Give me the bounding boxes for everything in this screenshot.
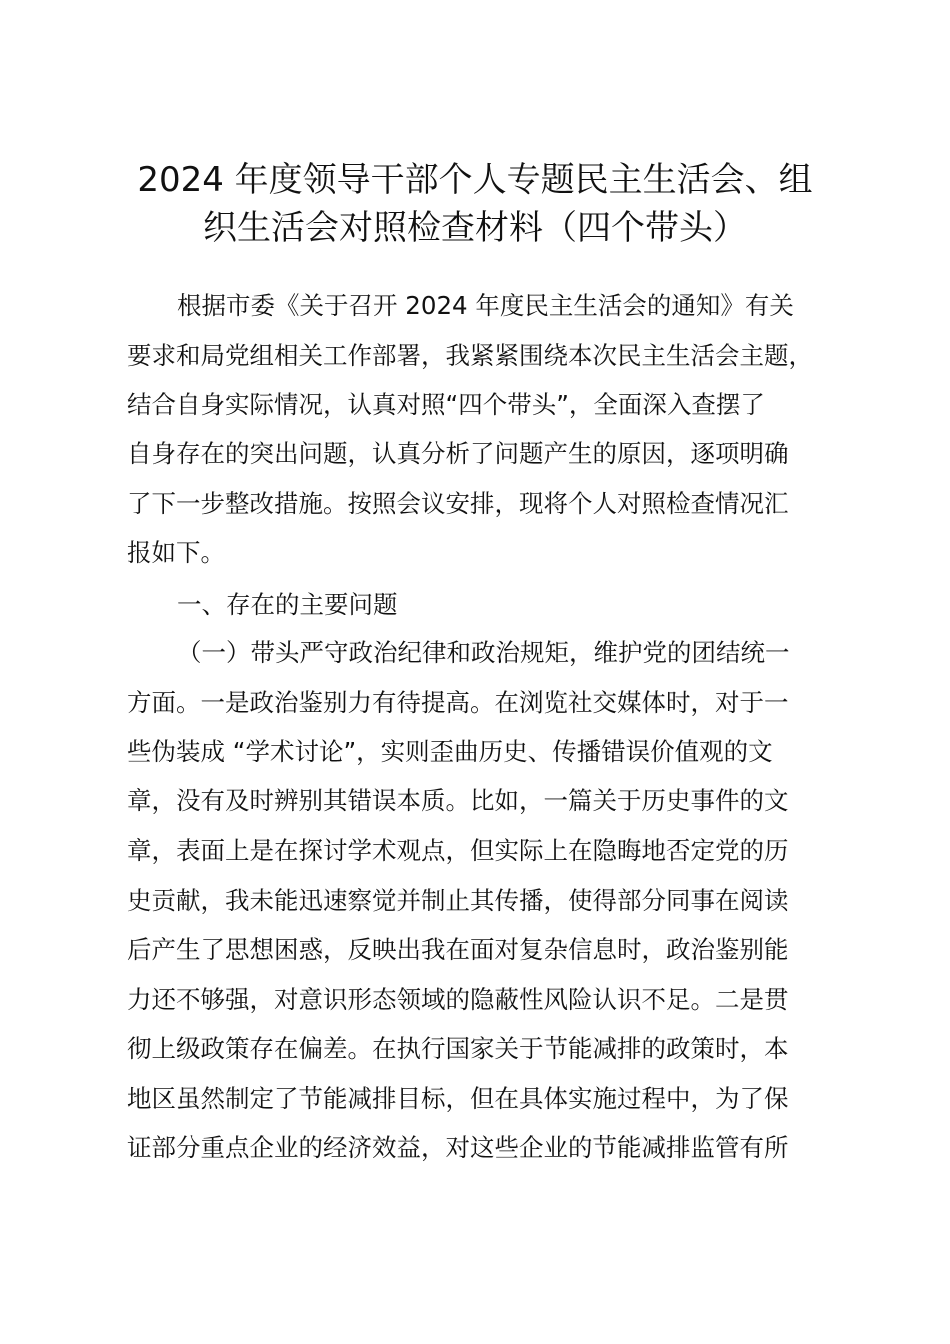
paragraph-line: 地区虽然制定了节能减排目标，但在具体实施过程中，为了保: [127, 1084, 789, 1113]
paragraph-line: 章，表面上是在探讨学术观点，但实际上在隐晦地否定党的历: [127, 836, 789, 865]
paragraph-line: （一）带头严守政治纪律和政治规矩，维护党的团结统一: [177, 638, 790, 667]
paragraph-line: 根据市委《关于召开 2024 年度民主生活会的通知》有关: [177, 291, 794, 320]
paragraph-line: 力还不够强，对意识形态领域的隐蔽性风险认识不足。二是贯: [127, 985, 789, 1014]
paragraph-line: 章，没有及时辨别其错误本质。比如，一篇关于历史事件的文: [127, 786, 789, 815]
section-heading: 一、存在的主要问题: [177, 590, 398, 619]
document-title: [110, 156, 840, 252]
paragraph-line: 些伪装成 “学术讨论”，实则歪曲历史、传播错误价值观的文: [127, 737, 773, 766]
paragraph-line: 报如下。: [127, 538, 225, 567]
paragraph-line: 后产生了思想困惑，反映出我在面对复杂信息时，政治鉴别能: [127, 935, 789, 964]
paragraph-line: 了下一步整改措施。按照会议安排，现将个人对照检查情况汇: [127, 489, 789, 518]
paragraph-line: 要求和局党组相关工作部署，我紧紧围绕本次民主生活会主题，: [127, 341, 813, 370]
paragraph-line: 自身存在的突出问题，认真分析了问题产生的原因，逐项明确: [127, 439, 789, 468]
paragraph-line: 结合自身实际情况，认真对照“四个带头”，全面深入查摆了: [127, 390, 765, 419]
title-line: 织生活会对照检查材料（四个带头）: [203, 208, 747, 248]
paragraph-line: 证部分重点企业的经济效益，对这些企业的节能减排监管有所: [127, 1133, 789, 1162]
paragraph-line: 方面。一是政治鉴别力有待提高。在浏览社交媒体时，对于一: [127, 688, 789, 717]
paragraph-line: 彻上级政策存在偏差。在执行国家关于节能减排的政策时，本: [127, 1034, 789, 1063]
title-line: 2024 年度领导干部个人专题民主生活会、组: [137, 160, 813, 200]
paragraph-line: 史贡献，我未能迅速察觉并制止其传播，使得部分同事在阅读: [127, 886, 789, 915]
